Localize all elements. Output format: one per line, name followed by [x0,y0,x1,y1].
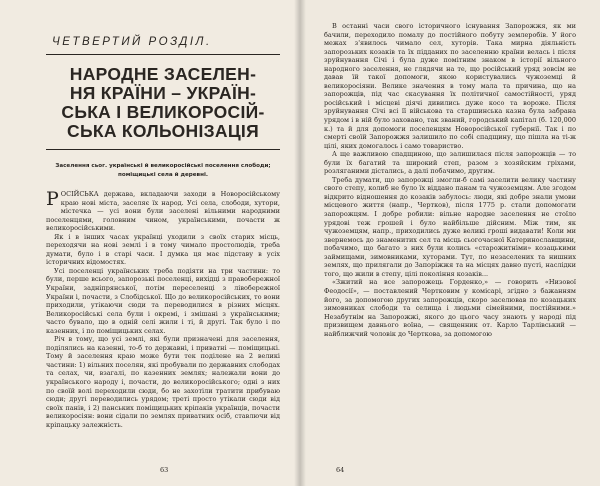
page-number: 63 [160,466,169,474]
chapter-subtitle: Заселення сьог. українські й великоросійські поселення слободи; поміщицькі села й деревні. [55,163,271,178]
title-block [46,54,280,150]
drop-cap: Р [46,188,59,210]
right-page [300,0,600,486]
paragraph: В останні часи свого історичного існування Запорожжя, як ми бачили, переходило помалу до постійного побуту землеробів. У його межах з'явилось чимало сел, хуторів. Така мирна діяльність запорозьких козаків та їх підданих по заселенню країни велась і після зруйнування Січі і була дуже помітним знаком в історії вільного народного заселення, не глядячи на те, що російський уряд зовсім не давав їй такої допомоги, якою користувались чужоземці й великоросіяни. Велике значення в тому мала та причина, що на запорожців, під час скасування їх політичної самостійності, уряд російський і місцеві діячі дивились дуже косо та вороже. Після зруйнування Січі всі її військова та старшинська казна була забрана урядом і в ній було заховано, так званий, городський капітал (б. 120,000 к.) та й для допомоги поселенцям Новоросійської губернії. Так і по смерті своїй Запорожжя залишило по собі спадщину, що пішла на ті-ж цілі, яких домогалось і само товариство. [324,22,576,150]
chapter-heading: ЧЕТВЕРТИЙ РОЗДІЛ. [52,36,212,48]
paragraph: Треба думати, що запорожці змогли-б самі заселити велику частину свого степу, колиб не було їх віддано панам та чужоземцям. Але згодом відкрито відношення до козаків забулось: люди, які добре знали умови місцевого життя (напр., Чертков), після 1775 р. стали допомогати запорожцям. І добре робили: вільне народне заселення не стоїло урядові теж грошей і було найбільше дійсним. Між тим, як чужоземцям, напр., приходились дуже великі гроші видавати! Коли ми звернемось до знаменитих сел та місць сьогочасної Катеринославщини, побачимо, що багато з них були колись «старожитніми» козацькими займищами, зимовниками, хуторами. Тут, по незаселених та нишних землях, що прилягали до Запоріжжя та на місцях давно пусті, наслідки того, що жили в степу, цілі покоління козаків... [324,175,576,278]
paragraph-text: ОСІЙСЬКА держава, вкладаючи заходи в Новоросійському краю нові міста, заселяє їх народ. Усі села, слободи, хутори, містечка — усі вони були заселені вільними народними поселенцями, головним чином, українськими, почасти ж великоросійськими. [46,190,280,233]
paragraph: Усі поселенці українських треба подіяти на три частини: то були, перше всього, запорозькі поселенці, вихідці з правобережної України, задніпрянської, потім переселенці з лівобережної України і, почасти, з Слобідської. Що до великоросійських, то вони приходили, утікаючи сюди та переводилися в різних місцях. Великоросійські села були і окремі, і змішані з українськими; часто бувало, що в одній селі жили і ті, й другі. Так було і по казенних, і по поміщицьких селах. [46,266,280,335]
paragraph: А ще важливою спадщиною, що залишилася після запорожців — то були їх багатий та широкий степ, разом з хозяйским гріхами, розляганими дістались, а далі побачимо, другим. [324,150,576,176]
paragraph [46,190,280,233]
left-body-text [46,190,280,429]
right-body-text [324,22,576,338]
paragraph: Річ в тому, що усі землі, які були призначені для заселення, поділялись на казенні, то-б то державні, і приватні — поміщицькі. Тому й заселення краю може бути тек поділене на 2 великі частини: 1) вільних поселян, які пробували по державних слободах та селах, чи, взагалі, по казенних землях; належали вони до українського народу і, почасти, до великоросійського; одні з них по своїй волі переходили сюди, бо не захотіли тратити прибуваю сюди; другі переводились урядом; треті просто утікали сюди від своїх панів, і 2) панських поміщицьких кріпаків українців, почасти великоросіян: вони сідали по землях приватних осіб, ставлючи від кріпацьку залежність. [46,335,280,429]
paragraph: «Зжитий на все запорожець Горденко,» — говорить «Низової Феодосії», — поставлений Чертковим у комісарі, згідно з бажанням його, за допомогою других запорожців, скоро заселював по козацьких зимовниках слободи та селища і людьми сімейними, постійними.» Незабутнім на Запорожжі, якого до цього часу знають у народі під призвищем давнього воїна, — священник от. Карло Тарлівський — найближчий чоловік до Черткова, за допомогою [324,278,576,338]
paragraph: Як і в інших часах українці уходили з своїх старих місць, переходячи на нові землі і в тому чимало простолюдів, треба думати, було і в старі часи. І думка ця має підставу в усіх історичних відомостях. [46,232,280,267]
page-number: 64 [336,466,345,474]
chapter-title: НАРОДНЕ ЗАСЕЛЕН- НЯ КРАЇНИ – УКРАЇН- СЬКА І ВЕЛИКОРОСІЙ- СЬКА КОЛЬОНІЗАЦІЯ [61,64,265,141]
